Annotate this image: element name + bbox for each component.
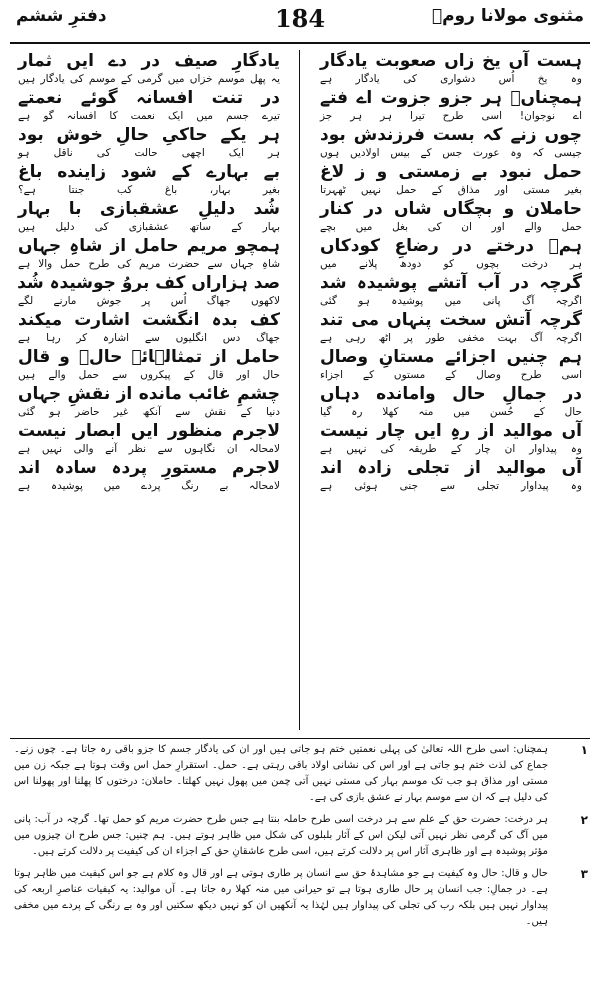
persian-verse: ہمچناںؔ ہر جزو جزوت اے فتے bbox=[320, 88, 582, 108]
urdu-translation: ہر درخت بچوں کو دودھ پلانے میں bbox=[320, 258, 582, 270]
persian-verse: حامل از تمثالہائے حالؔ و قال bbox=[18, 347, 280, 367]
urdu-translation: اے نوجوان! اسی طرح تیرا ہر ہر جز bbox=[320, 110, 582, 122]
urdu-translation: وہ پیداوار ان چار کے طریقہ کی نہیں ہے bbox=[320, 443, 582, 455]
couplet-entry bbox=[18, 309, 280, 346]
couplet-entry bbox=[18, 346, 280, 383]
couplet-entry bbox=[320, 124, 582, 161]
urdu-translation: وہ یخ اُس دشواری کی یادگار ہے bbox=[320, 73, 582, 85]
urdu-translation: جیسی کہ وہ عورت جس کے بیس اولادیں ہوں bbox=[320, 147, 582, 159]
couplet-entry bbox=[18, 457, 280, 494]
persian-verse: شُد دلیلِ عشقبازی با بہار bbox=[18, 199, 280, 219]
couplet-entry bbox=[320, 457, 582, 494]
footnote bbox=[14, 866, 588, 930]
persian-verse: چوں زنے کہ بست فرزندش بود bbox=[320, 125, 582, 145]
persian-verse: ہمؔ درختے در رضاعِ کودکاں bbox=[320, 236, 582, 256]
urdu-translation: ہر ایک اچھی حالت کی ناقل ہو bbox=[18, 147, 280, 159]
volume-title: دفترِ ششم bbox=[16, 6, 107, 26]
footnote-rule bbox=[10, 738, 590, 739]
persian-verse: ہمچو مریم حامل از شاہِ جہاں bbox=[18, 236, 280, 256]
persian-verse: ہم چنیں اجزائے مستانِ وصال bbox=[320, 347, 582, 367]
persian-verse: لاجرم مستورِ پردہ سادہ اند bbox=[18, 458, 280, 478]
persian-verse: یادگارِ صیف در دے ایں ثمار bbox=[18, 51, 280, 71]
persian-verse: صد ہزاراں کف بروُ جوشیدہ شُد bbox=[17, 273, 280, 293]
couplet-entry bbox=[18, 124, 280, 161]
couplet-entry bbox=[18, 198, 280, 235]
footnote-number: ۱ bbox=[580, 743, 588, 757]
header-rule bbox=[10, 42, 590, 44]
column-divider bbox=[299, 50, 300, 730]
urdu-translation: دنیا کے نقش سے آنکھ غیر حاضر ہو گئی bbox=[18, 406, 280, 418]
urdu-translation: اگرچہ آگ پانی میں پوشیدہ ہو گئی bbox=[320, 295, 582, 307]
couplet-entry bbox=[18, 50, 280, 87]
couplet-entry bbox=[18, 161, 280, 198]
persian-verse: آں موالید از رہِ ایں چار نیست bbox=[320, 421, 582, 441]
persian-verse: ہر یکے حاکیِ حالِ خوش بود bbox=[18, 125, 280, 145]
urdu-translation: لامحالہ بے رنگ پردے میں پوشیدہ ہے bbox=[18, 480, 280, 492]
footnotes bbox=[14, 742, 588, 936]
urdu-translation: لاکھوں جھاگ اُس پر جوش مارنے لگے bbox=[18, 295, 280, 307]
persian-verse: آں موالید از تجلی زادہ اند bbox=[320, 458, 582, 478]
urdu-translation: اگرچہ آگ بہت مخفی طور پر اٹھ رہی ہے bbox=[320, 332, 582, 344]
page-header bbox=[10, 4, 590, 44]
persian-verse: چشمِ غائب مانده از نقشِ جہاں bbox=[18, 384, 280, 404]
persian-verse: گرچہ در آب آتشے پوشیدہ شد bbox=[320, 273, 582, 293]
right-column bbox=[320, 50, 582, 494]
persian-verse: حاملان و بچگاں شاں در کنار bbox=[320, 199, 582, 219]
persian-verse: در جمالِ حال وامانده دہاں bbox=[320, 384, 582, 404]
persian-verse: ہست آں یخ زاں صعوبت یادگار bbox=[320, 51, 582, 71]
page-number: 184 bbox=[274, 4, 326, 33]
urdu-translation: حمل والے اور ان کی بغل میں بچے bbox=[320, 221, 582, 233]
urdu-translation: اسی طرح وصال کے مستوں کے اجزاء bbox=[320, 369, 582, 381]
couplet-entry bbox=[320, 87, 582, 124]
persian-verse: در تنت افسانہ گوئے نعمتے bbox=[18, 88, 280, 108]
couplet-entry bbox=[320, 235, 582, 272]
urdu-translation: بہار کے ساتھ عشقبازی کی دلیل ہیں bbox=[18, 221, 280, 233]
urdu-translation: بغیر بہار، باغ کب جنتا ہے؟ bbox=[18, 184, 280, 196]
couplet-entry bbox=[18, 272, 280, 309]
urdu-translation: شاہِ جہاں سے حضرت مریم کی طرح حمل والا ہے bbox=[18, 258, 280, 270]
footnote-number: ۳ bbox=[580, 867, 588, 881]
couplet-entry bbox=[320, 346, 582, 383]
footnote-text: ہمچناں: اسی طرح اللہ تعالیٰ کی پہلی نعمتیں ختم ہو جاتی ہیں اور ان کی یادگار جسم کا جزو باقی رہ جاتا ہے۔ چوں زنے۔ جماع کی لذت ختم ہو جاتی ہے اور اس کی نشانی اولاد باقی رہتی ہے۔ حمل۔ استقرارِ حمل اس وقت ہوتا ہے جبکہ زن میں مستی اور مذاق ہو جب تک موسم بہار کی مستی نہیں آتی چمن میں پھول نہیں کھلتا۔ حاملان: درختوں کا پھلنا اور پھولنا اس کی دلیل ہے کہ ان سے موسم بہار نے عشق بازی کی ہے۔ bbox=[14, 744, 548, 803]
urdu-translation: وہ پیداوار تجلی سے جنی ہوئی ہے bbox=[320, 480, 582, 492]
urdu-translation: یہ پھل موسم خزاں میں گرمی کے موسم کی یادگار ہیں bbox=[18, 73, 280, 85]
couplet-entry bbox=[18, 383, 280, 420]
footnote bbox=[14, 812, 588, 860]
urdu-translation: بغیر مستی اور مذاق کے حمل نہیں ٹھہرتا bbox=[320, 184, 582, 196]
urdu-translation: جھاگ دس انگلیوں سے اشارہ کر رہا ہے bbox=[18, 332, 280, 344]
couplet-entry bbox=[18, 87, 280, 124]
book-title: مثنوی مولانا رومؒ bbox=[431, 6, 584, 26]
couplet-entry bbox=[320, 161, 582, 198]
urdu-translation: لامحالہ ان نگاہوں سے نظر آنے والی نہیں ہے bbox=[18, 443, 280, 455]
couplet-entry bbox=[18, 420, 280, 457]
couplet-entry bbox=[320, 420, 582, 457]
persian-verse: لاجرم منظور ایں ابصار نیست bbox=[18, 421, 280, 441]
footnote-text: حال و قال: حال وہ کیفیت ہے جو مشاہدۂ حق سے انسان پر طاری ہوتی ہے اور قال وہ کلام ہے جو اس کیفیت میں ظاہر ہوتا ہے۔ در جمالِ: جب انسان پر حال طاری ہوتا ہے تو حیرانی میں منہ کھلا رہ جاتا ہے۔ آں موالید: یہ کیفیات عناصرِ اربعہ کی پیداوار نہیں ہیں بلکہ رب کی تجلی کی پیداوار ہیں لہٰذا یہ آنکھیں ان کو نہیں دیکھ سکتیں اور وہ بے رنگی کے پردے میں مخفی ہیں۔ bbox=[14, 868, 548, 927]
persian-verse: بے بہارے کے شود زاینده باغ bbox=[18, 162, 280, 182]
persian-verse: گرچہ آتش سخت پنہاں می تند bbox=[320, 310, 582, 330]
couplet-entry bbox=[320, 309, 582, 346]
urdu-translation: تیرے جسم میں ایک نعمت کا افسانہ گو ہے bbox=[18, 110, 280, 122]
urdu-translation: حال اور قال کے پیکروں سے حمل والے ہیں bbox=[18, 369, 280, 381]
footnote-text: ہر درخت: حضرت حق کے علم سے ہر درخت اسی طرح حاملہ بنتا ہے جس طرح حضرت مریم کو حمل تھا۔ گرچہ در آب: پانی میں آگ کی گرمی نظر نہیں آتی لیکن اس کے آثار بلبلوں کی شکل میں ظاہر ہوتے ہیں۔ ہم چنیں: جس طرح ان چیزوں میں مؤثر پوشیدہ ہے اور ظاہری آثار اس پر دلالت کرتے ہیں، اسی طرح عاشقانِ حق کے اجزاء ان کی کیفیت پر دلالت کرتے ہیں۔ bbox=[14, 814, 548, 857]
couplet-entry bbox=[320, 198, 582, 235]
persian-verse: حمل نبود بے زمستی و ز لاغ bbox=[320, 162, 582, 182]
couplet-entry bbox=[18, 235, 280, 272]
couplet-entry bbox=[320, 272, 582, 309]
couplet-entry bbox=[320, 383, 582, 420]
urdu-translation: حال کے حُسن میں منہ کھلا رہ گیا bbox=[320, 406, 582, 418]
couplet-entry bbox=[320, 50, 582, 87]
footnote bbox=[14, 742, 588, 806]
persian-verse: کف بدہ انگشت اشارت میکند bbox=[18, 310, 280, 330]
left-column bbox=[18, 50, 280, 494]
footnote-number: ۲ bbox=[580, 813, 588, 827]
